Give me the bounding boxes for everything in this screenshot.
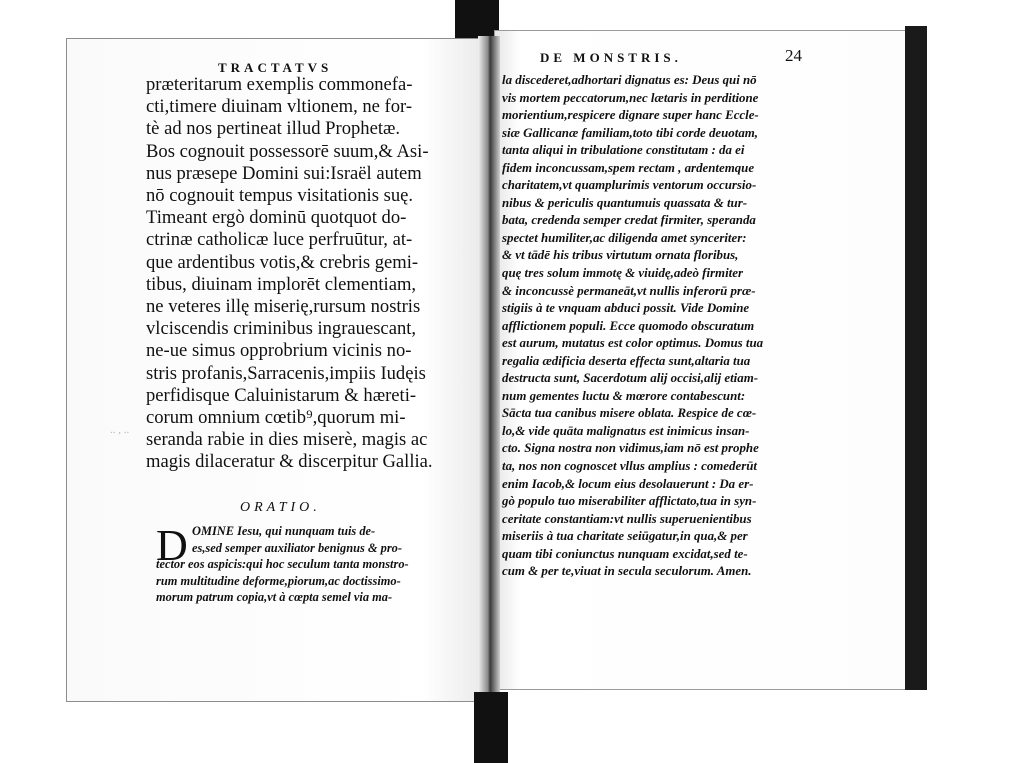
- book-cover-edge: [905, 26, 927, 690]
- text-line: miseriis à tua charitate seiūgatur,in qua,& per: [502, 529, 748, 544]
- text-line: stigiis à te vnquam abduci possit. Vide Domine: [502, 301, 750, 316]
- text-line: & vt tādē his tribus virtutum ornata floribus,: [502, 248, 739, 263]
- text-line: & inconcussè permaneāt,vt nullis inferorū præ-: [502, 283, 756, 298]
- prayer-line: es,sed semper auxiliator benignus & pro-: [192, 540, 402, 555]
- text-line: la discederet,adhortari dignatus es: Deus qui nō: [502, 73, 757, 87]
- text-line: spectet humiliter,ac diligenda amet synceriter:: [502, 230, 747, 245]
- right-page-body: [502, 72, 824, 581]
- text-line: ta, nos non cognoscet vllus amplius : comederūt: [502, 459, 757, 474]
- text-line: enim Iacob,& locum eius desolauerunt : Da er-: [502, 476, 754, 491]
- text-line: vlciscendis criminibus ingrauescant,: [146, 318, 417, 340]
- text-line: siæ Gallicanæ familiam,toto tibi corde deuotam,: [502, 125, 759, 140]
- text-line: ceritate constantiam:vt nullis superuenientibus: [502, 511, 752, 526]
- text-line: charitatem,vt quamplurimis ventorum occursio-: [502, 178, 757, 193]
- text-line: perfidisque Caluinistarum & hæreti-: [146, 384, 417, 406]
- text-line: bata, credenda semper credat firmiter, speranda: [502, 213, 756, 228]
- text-line: ctrinæ catholicæ luce perfruūtur, at-: [146, 229, 413, 251]
- text-line: cti,timere diuinam vltionem, ne for-: [146, 96, 413, 118]
- text-line: cto. Signa nostra non vidimus,iam nō est prophe: [502, 441, 759, 456]
- text-line: Sācta tua canibus misere oblata. Respice de cœ-: [502, 406, 757, 421]
- text-line: est aurum, mutatus est color optimus. Domus tua: [502, 336, 764, 351]
- text-line: quam tibi coniunctus nunquam excidat,sed te-: [502, 546, 748, 561]
- left-running-head: TRACTATVS: [218, 60, 333, 75]
- text-line: lo,& vide quāta malignatus est inimicus insan-: [502, 423, 750, 438]
- text-line: afflictionem populi. Ecce quomodo obscuratum: [502, 318, 755, 333]
- text-line: ne veteres illę miserię,rursum nostris: [146, 296, 421, 318]
- text-line: destructa sunt, Sacerdotum alij occisi,alij etiam-: [502, 371, 759, 386]
- prayer-line: tector eos aspicis:qui hoc seculum tanta monstro-: [156, 557, 409, 572]
- prayer-text: [156, 523, 462, 606]
- text-line: que ardentibus votis,& crebris gemi-: [146, 251, 419, 273]
- text-line: præteritarum exemplis commonefa-: [146, 74, 413, 95]
- text-line: gò populo tuo miserabiliter afflictato,tua in syn-: [502, 494, 757, 509]
- bookmark-ribbon-bottom: [474, 692, 508, 763]
- text-line: ne-ue simus opprobrium vicinis no-: [146, 340, 412, 362]
- book-gutter: [478, 36, 500, 698]
- text-line: num gementes luctu & mœrore contabescunt:: [502, 388, 746, 403]
- left-page-body: [146, 74, 462, 474]
- show-through-text: .. , ..: [110, 424, 130, 436]
- prayer-line: morum patrum copia,vt à cœpta semel via ma-: [156, 590, 393, 605]
- text-line: nus præsepe Domini sui:Israël autem: [146, 162, 422, 184]
- text-line: nibus & periculis quantumuis quassata & tur-: [502, 195, 748, 210]
- drop-cap: D: [156, 521, 188, 570]
- text-line: cum & per te,viuat in secula seculorum. Amen.: [502, 564, 752, 579]
- prayer-line: OMINE Iesu, qui nunquam tuis de-: [192, 524, 376, 538]
- text-line: quę tres solum immotę & viuidę,adeò firmiter: [502, 266, 743, 281]
- text-line: regalia ædificia deserta effecta sunt,altaria tua: [502, 353, 751, 368]
- prayer-line: rum multitudine deforme,piorum,ac doctissimo-: [156, 573, 401, 588]
- text-line: tanta aliqui in tribulatione constitutam : da ei: [502, 143, 745, 158]
- text-line: stris profanis,Sarracenis,impiis Iudęis: [146, 362, 426, 384]
- text-line: Bos cognouit possessorē suum,& Asi-: [146, 140, 429, 162]
- right-running-head: DE MONSTRIS.: [540, 50, 682, 65]
- text-line: vis mortem peccatorum,nec lætaris in perditione: [502, 90, 759, 105]
- page-number: 24: [785, 46, 802, 65]
- text-line: tibus, diuinam implorēt clementiam,: [146, 273, 417, 295]
- text-line: tè ad nos pertineat illud Prophetæ.: [146, 118, 401, 140]
- text-line: seranda rabie in dies miserè, magis ac: [146, 429, 428, 451]
- text-line: corum omnium cœtib⁹,quorum mi-: [146, 407, 406, 429]
- text-line: nō cognouit tempus visitationis suę.: [146, 185, 414, 207]
- text-line: morientium,respicere dignare super hanc Eccle-: [502, 108, 759, 123]
- oratio-heading: ORATIO.: [240, 500, 321, 515]
- text-line: fidem inconcussam,spem rectam , ardentemque: [502, 160, 755, 175]
- text-line: magis dilaceratur & discerpitur Gallia.: [146, 451, 433, 473]
- text-line: Timeant ergò dominū quotquot do-: [146, 207, 407, 229]
